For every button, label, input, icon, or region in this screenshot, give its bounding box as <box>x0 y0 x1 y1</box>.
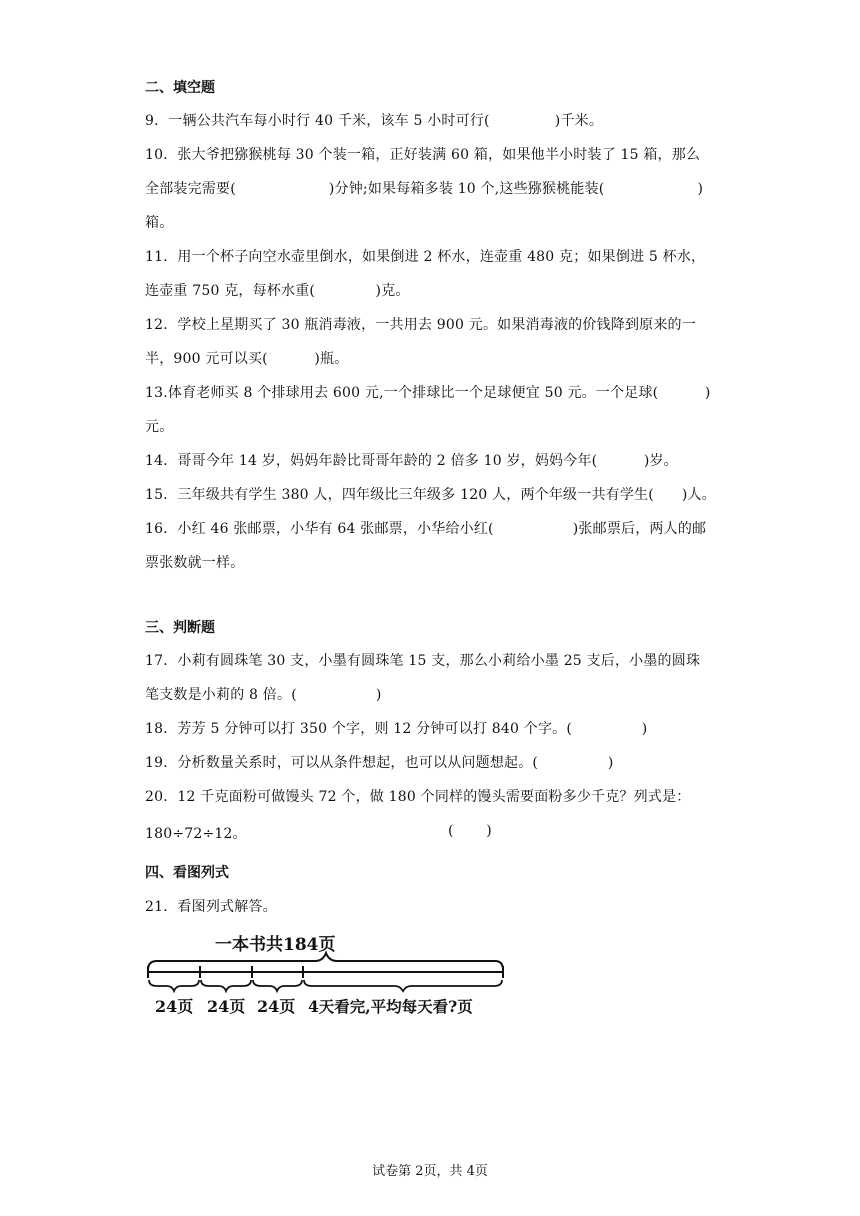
brace-seg-2 <box>201 980 251 991</box>
question-10-line-3: 箱。 <box>145 215 174 231</box>
section-true-false-title: 三、判断题 <box>145 620 215 636</box>
question-11-line-1: 11．用一个杯子向空水壶里倒水，如果倒进 2 杯水，连壶重 480 克；如果倒进 5 杯水， <box>145 249 706 265</box>
question-14: 14．哥哥今年 14 岁，妈妈年龄比哥哥年龄的 2 倍多 10 岁，妈妈今年( )岁。 <box>145 453 678 469</box>
rest-label: 4天看完,平均每天看?页 <box>308 997 473 1016</box>
question-19: 19．分析数量关系时，可以从条件想起，也可以从问题想起。( ) <box>145 755 614 771</box>
question-12-line-2: 半，900 元可以买( )瓶。 <box>145 351 349 367</box>
brace-seg-3 <box>253 980 302 991</box>
question-18: 18．芳芳 5 分钟可以打 350 个字，则 12 分钟可以打 840 个字。( ) <box>145 721 648 737</box>
question-13-line-1: 13.体育老师买 8 个排球用去 600 元,一个排球比一个足球便宜 50 元。一个足球( ) <box>145 385 711 401</box>
question-16-line-2: 票张数就一样。 <box>145 555 245 571</box>
question-9: 9．一辆公共汽车每小时行 40 千米，该车 5 小时可行( )千米。 <box>145 113 604 129</box>
question-21: 21．看图列式解答。 <box>145 899 277 915</box>
line-segment-figure <box>145 930 515 1020</box>
section-fill-in-title: 二、填空题 <box>145 80 215 96</box>
question-17-line-2: 笔支数是小莉的 8 倍。( ) <box>145 687 382 703</box>
book-pages-diagram <box>145 930 515 1020</box>
question-16-line-1: 16．小红 46 张邮票，小华有 64 张邮票，小华给小红( )张邮票后，两人的邮 <box>145 521 707 537</box>
question-13-line-2: 元。 <box>145 419 174 435</box>
seg-3-label: 24页 <box>257 997 296 1016</box>
diagram-total-label: 一本书共184页 <box>215 935 336 955</box>
total-brace <box>148 953 503 970</box>
question-15: 15．三年级共有学生 380 人，四年级比三年级多 120 人，两个年级一共有学生( )人。 <box>145 487 716 503</box>
question-10-line-1: 10．张大爷把猕猴桃每 30 个装一箱，正好装满 60 箱，如果他半小时装了 15 箱，那么 <box>145 147 701 163</box>
section-picture-equation-title: 四、看图列式 <box>145 865 229 881</box>
question-12-line-1: 12．学校上星期买了 30 瓶消毒液，一共用去 900 元。如果消毒液的价钱降到原来的一 <box>145 317 696 333</box>
seg-2-label: 24页 <box>207 997 246 1016</box>
question-10-line-2: 全部装完需要( )分钟;如果每箱多装 10 个,这些猕猴桃能装( ) <box>145 181 704 197</box>
page-footer: 试卷第 2页，共 4页 <box>372 1164 488 1179</box>
brace-seg-1 <box>149 980 199 991</box>
question-20-answer-blank: ( ) <box>448 823 492 839</box>
brace-rest <box>304 980 502 991</box>
question-20-line-1: 20．12 千克面粉可做馒头 72 个，做 180 个同样的馒头需要面粉多少千克？列式是： <box>145 789 691 805</box>
seg-1-label: 24页 <box>155 997 194 1016</box>
question-11-line-2: 连壶重 750 克，每杯水重( )克。 <box>145 283 410 299</box>
question-20-line-2: 180÷72÷12。 <box>145 826 247 842</box>
question-17-line-1: 17．小莉有圆珠笔 30 支，小墨有圆珠笔 15 支，那么小莉给小墨 25 支后，小墨的圆珠 <box>145 653 701 669</box>
